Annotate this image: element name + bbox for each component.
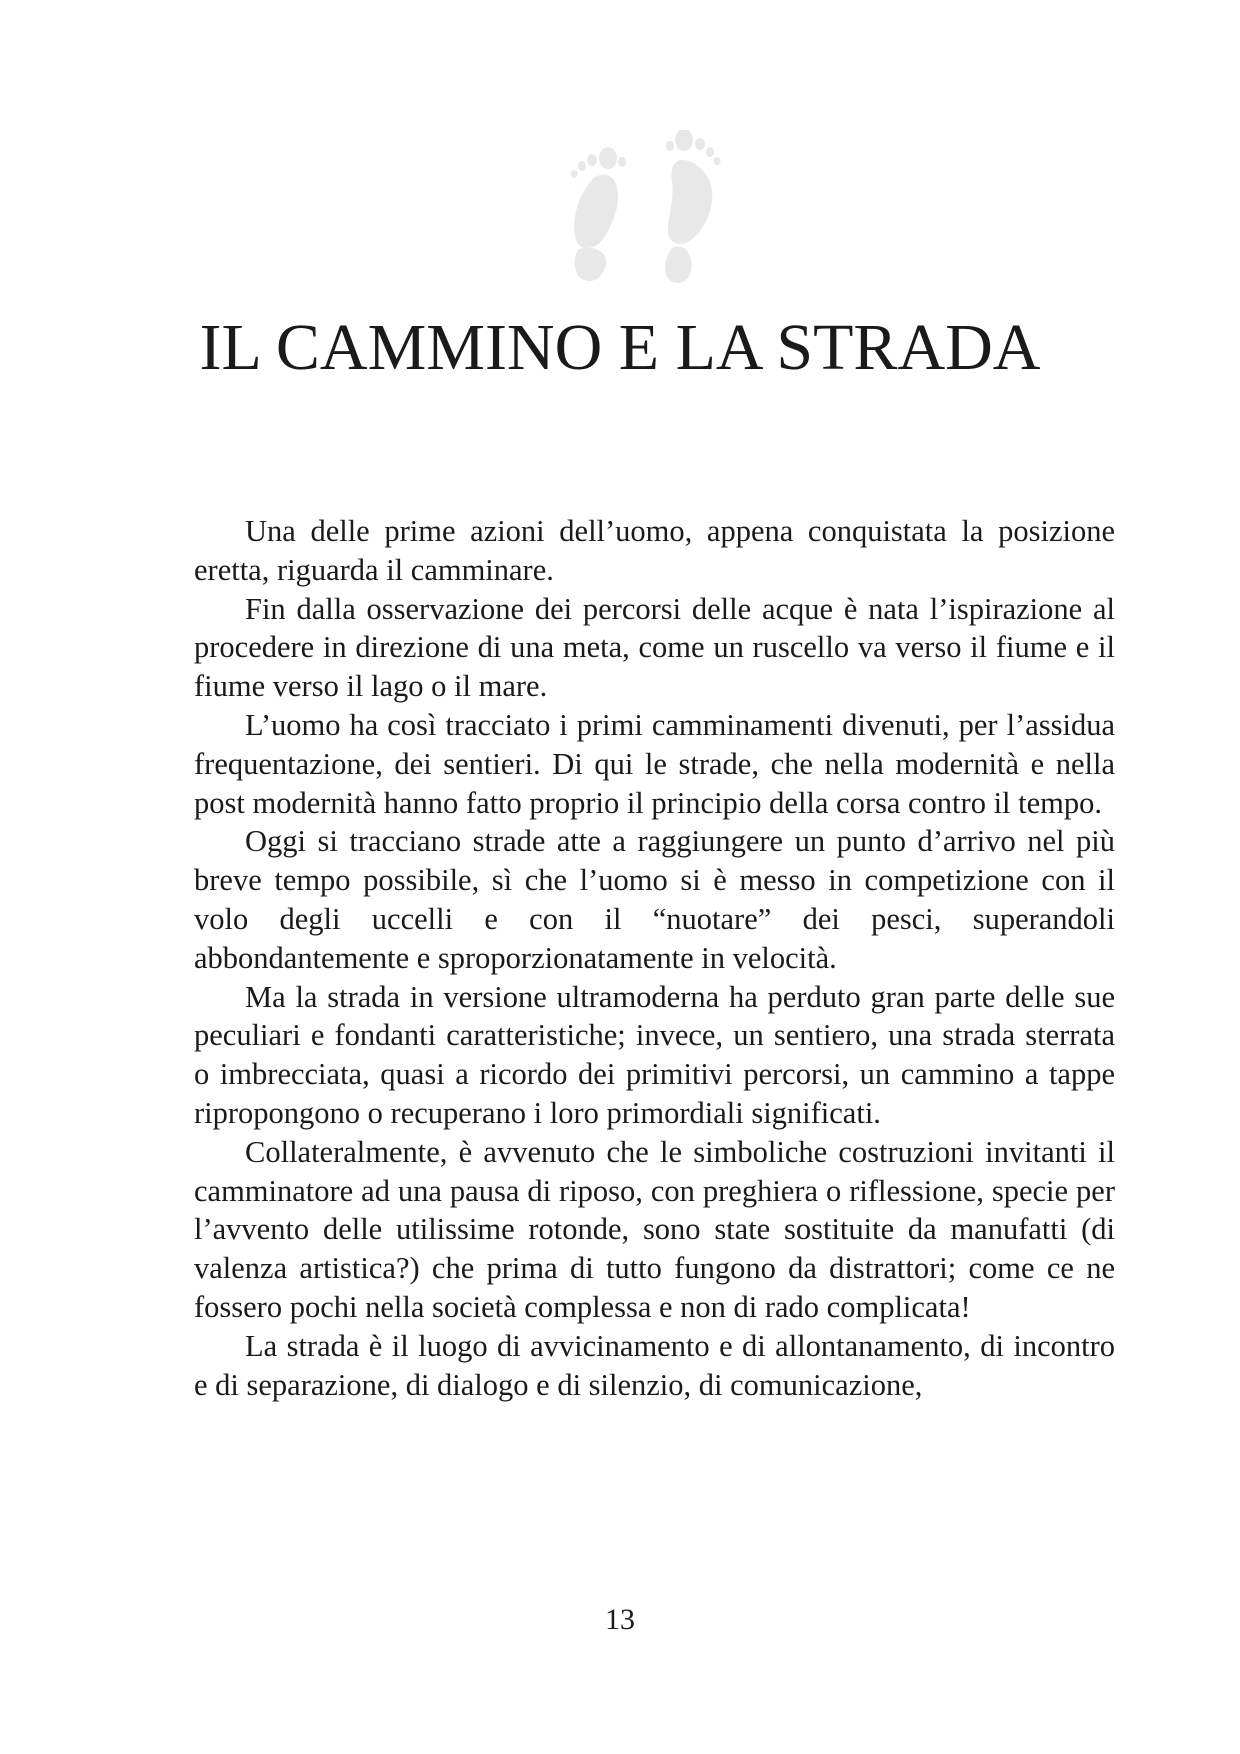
paragraph: Una delle prime azioni dell’uomo, appena conquistata la posizione eretta, riguarda il camminare. bbox=[194, 514, 1115, 587]
paragraph: Ma la strada in versione ultramoderna ha perduto gran parte delle sue peculiari e fondanti caratteristiche; invece, un sentiero, una strada sterrata o imbrecciata, quasi a ricordo dei primitivi percorsi, un cammino a tappe ripropongono o recuperano i loro primordiali significati. bbox=[194, 979, 1115, 1130]
body-text bbox=[194, 512, 1115, 1404]
paragraph: Oggi si tracciano strade atte a raggiungere un punto d’arrivo nel più breve tempo possibile, sì che l’uomo si è messo in competizione con il volo degli uccelli e con il “nuotare” dei pesci, superandoli abbondantemente e sproporzionatamente in velocità. bbox=[194, 824, 1115, 975]
paragraph: Collateralmente, è avvenuto che le simboliche costruzioni invitanti il camminatore ad una pausa di riposo, con preghiera o riflessione, specie per l’avvento delle utilissime rotonde, sono state sostituite da manufatti (di valenza artistica?) che prima di tutto fungono da distrattori; come ce ne fossero pochi nella società complessa e non di rado complicata! bbox=[194, 1134, 1115, 1324]
paragraph: L’uomo ha così tracciato i primi camminamenti divenuti, per l’assidua frequentazione, dei sentieri. Di qui le strade, che nella modernità e nella post modernità hanno fatto proprio il principio della corsa contro il tempo. bbox=[194, 707, 1115, 820]
paragraph: La strada è il luogo di avvicinamento e di allontanamento, di incontro e di separazione, di dialogo e di silenzio, di comunicazione, bbox=[194, 1328, 1115, 1402]
chapter-title: IL CAMMINO E LA STRADA bbox=[199, 311, 1041, 384]
footprints-icon bbox=[570, 130, 770, 300]
paragraph: Fin dalla osservazione dei percorsi delle acque è nata l’ispirazione al procedere in direzione di una meta, come un ruscello va verso il fiume e il fiume verso il lago o il mare. bbox=[194, 591, 1115, 704]
page-number: 13 bbox=[605, 1603, 635, 1636]
